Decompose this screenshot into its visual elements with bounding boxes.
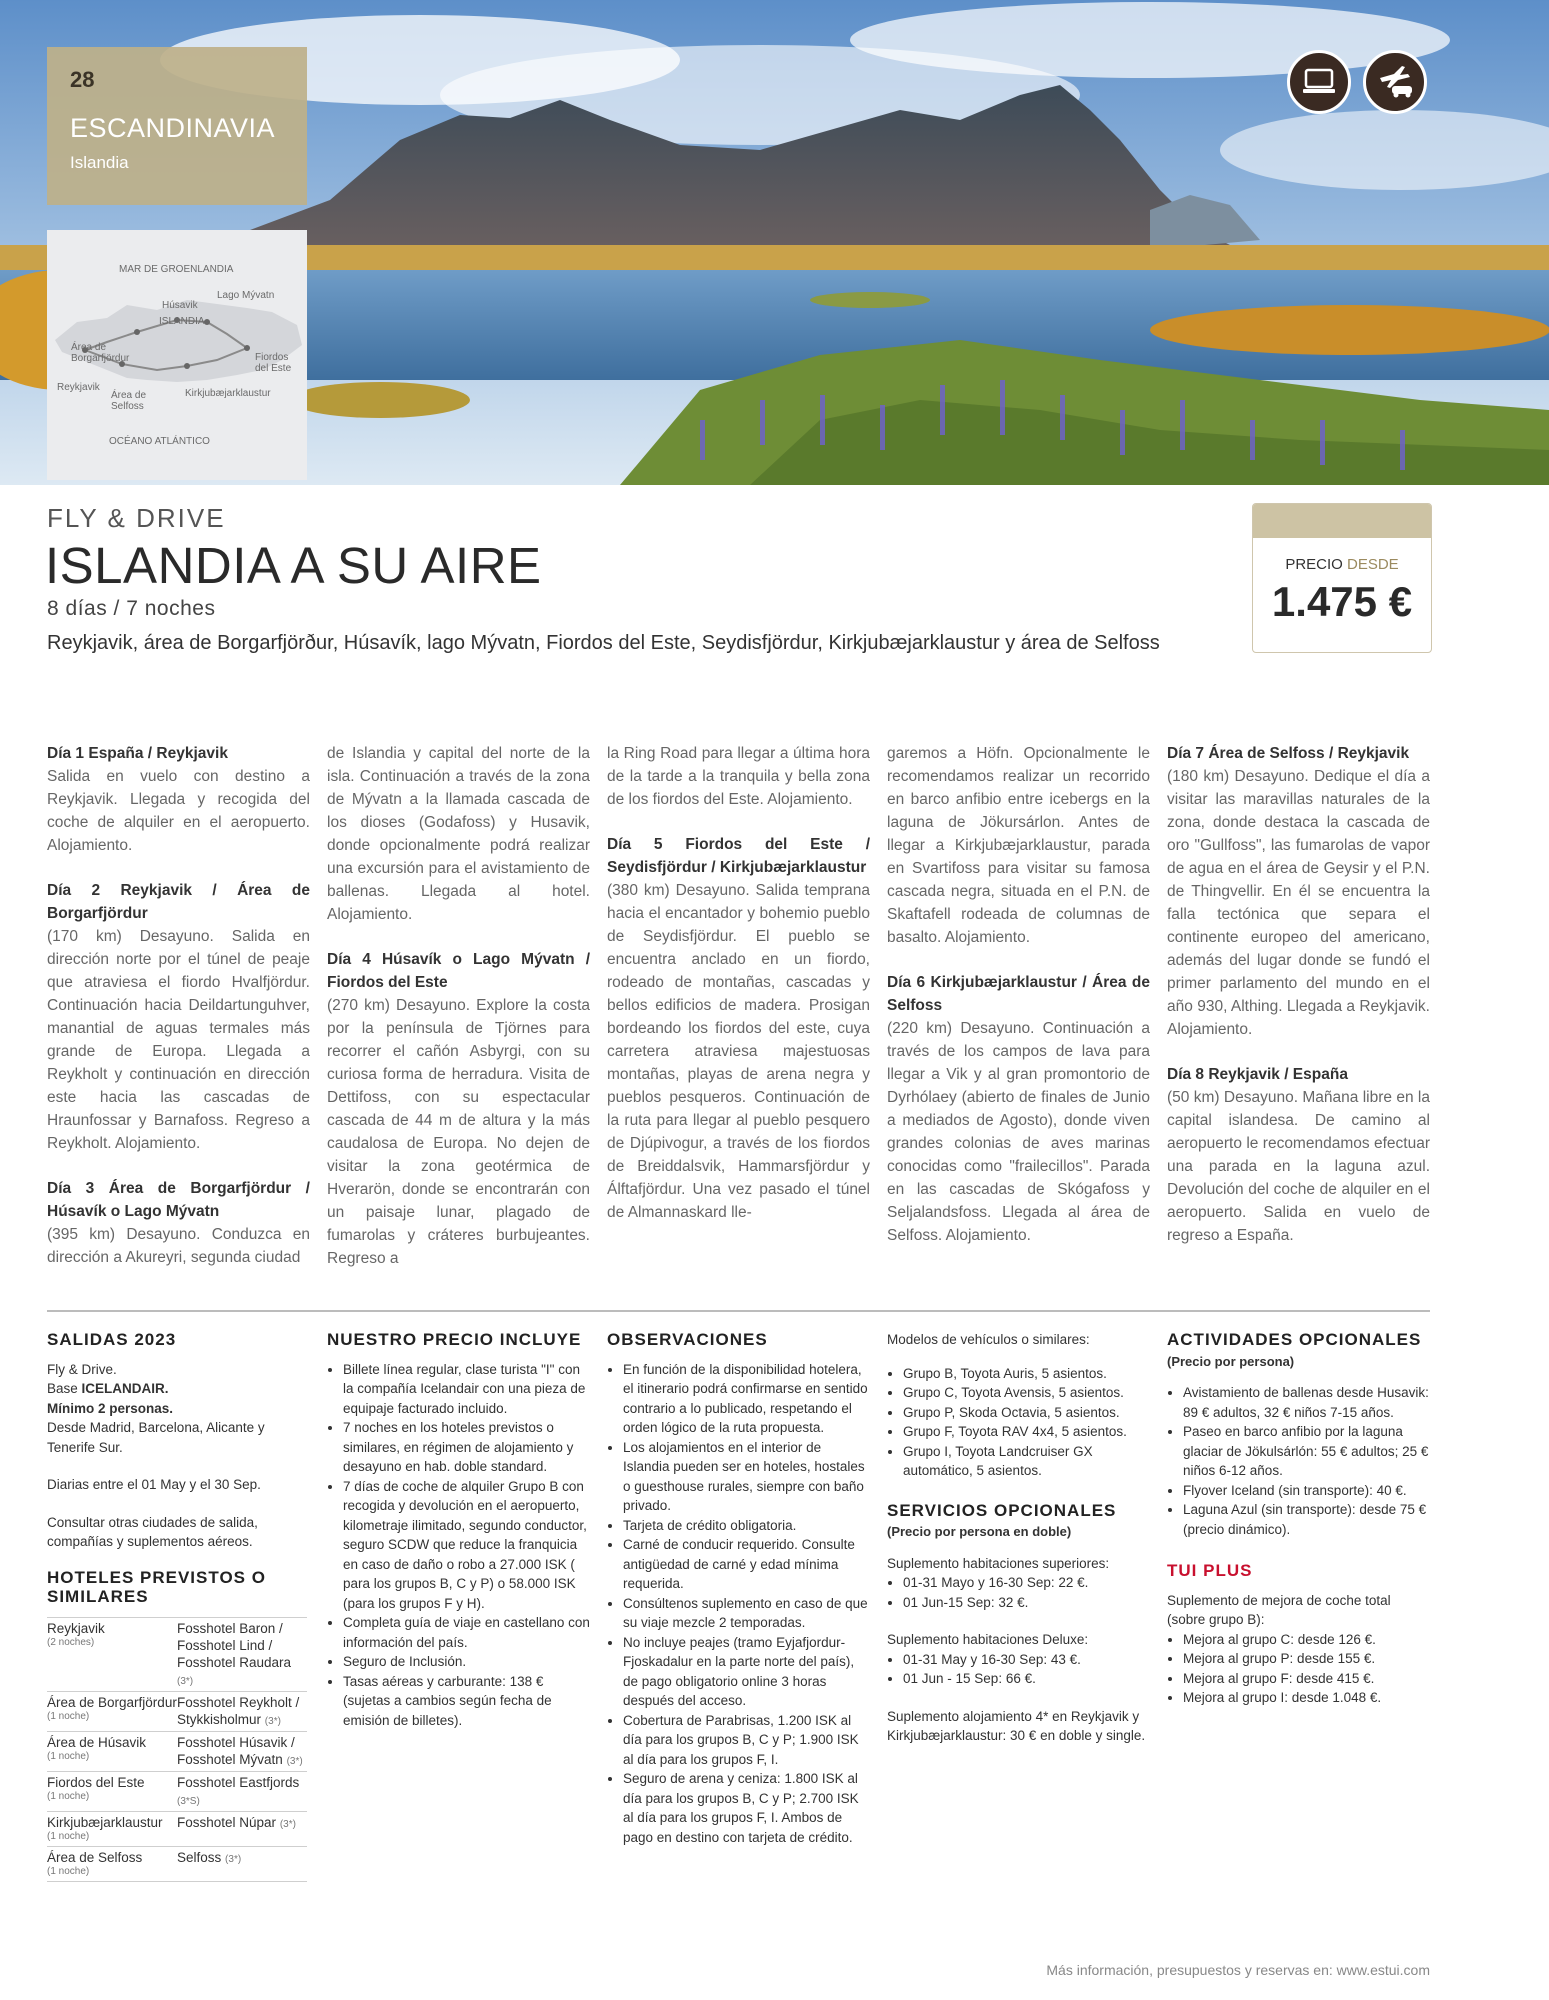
hotels-table: [47, 1617, 307, 1882]
itinerary-column-3: [607, 742, 870, 1246]
list-item: • Consúltenos suplemento en caso de que su viaje mezcle 2 temporadas.: [623, 1594, 870, 1633]
table-row: Área de Borgarfjördur (1 noche) Fosshotel Reykholt / Stykkisholmur (3*): [47, 1691, 307, 1731]
list-item: • 7 días de coche de alquiler Grupo B con recogida y devolución en el aeropuerto, kilometraje ilimitado, segundo conductor, seguro SCDW que reduce la franquicia en caso de daño o robo a 27.000 ISK ( para los grupos B, C y P) o 58.000 ISK (para los grupos F y H).: [343, 1477, 590, 1614]
list-item: • Grupo P, Skoda Octavia, 5 asientos.: [903, 1403, 1150, 1423]
list-item: • Grupo C, Toyota Avensis, 5 asientos.: [903, 1383, 1150, 1403]
computer-icon: [1287, 50, 1351, 114]
list-item: • Grupo B, Toyota Auris, 5 asientos.: [903, 1364, 1150, 1384]
list-item: • Tasas aéreas y carburante: 138 € (sujetas a cambios según fecha de emisión de billetes).: [343, 1672, 590, 1731]
itinerary-day: Día 7 Área de Selfoss / Reykjavik (180 km) Desayuno. Dedique el día a visitar las maravillas naturales de la zona, donde destaca la cascada de oro "Gullfoss", las fumarolas de vapor de agua en el área de Geysir y el P.N. de Thingvellir. En él se encuentra la falla tectónica que separa el continente europeo del americano, además del lugar donde se fundó el primer parlamento del mundo en el año 930, Althing. Llegada a Reykjavik. Alojamiento.: [1167, 745, 1430, 1038]
map-label: Reykjavik: [57, 382, 100, 393]
itinerary-day: Día 6 Kirkjubæjarklaustur / Área de Selfoss (220 km) Desayuno. Continuación a través de los campos de lava para llegar a Vik y al gran promontorio de Dyrhólaey (abierto de finales de Junio a mediados de Agosto), donde viven grandes colonias de aves marinas conocidas como "frailecillos". Parada en las cascadas de Skógafoss y Seljalandsfoss. Llegada al área de Selfoss. Alojamiento.: [887, 974, 1150, 1244]
map-label: Fiordos del Este: [255, 352, 292, 374]
list-item: • Paseo en barco anfibio por la laguna glaciar de Jökulsárlón: 55 € adultos; 25 € niños 6-12 años.: [1183, 1422, 1430, 1481]
trip-type: FLY & DRIVE: [47, 503, 226, 533]
list-item: • Seguro de arena y ceniza: 1.800 ISK al día para los grupos B, C y P; 2.700 ISK al día para los grupos F, I. Ambos de pago en destino con tarjeta de crédito.: [623, 1769, 870, 1847]
vehiculos-intro: Modelos de vehículos o similares:: [887, 1332, 1090, 1347]
list-item: • Carné de conducir requerido. Consulte antigüedad de carné y edad mínima requerida.: [623, 1535, 870, 1594]
list-item: • Billete línea regular, clase turista "I" con la compañía Icelandair con una pieza de equipaje facturado incluido.: [343, 1360, 590, 1419]
section-tag: [47, 47, 307, 205]
itinerary-day: Día 8 Reykjavik / España (50 km) Desayuno. Mañana libre en la capital islandesa. De camino al aeropuerto le recomendamos efectuar una parada en la laguna azul. Devolución del coche de alquiler en el aeropuerto. Salida en vuelo de regreso a España.: [1167, 1066, 1430, 1244]
hoteles-heading: HOTELES PREVISTOS O SIMILARES: [47, 1567, 266, 1606]
observaciones-section: [607, 1330, 870, 1847]
table-row: Fiordos del Este (1 noche) Fosshotel Eastfjords (3*S): [47, 1771, 307, 1811]
route-map: [47, 230, 307, 480]
list-item: • 01 Jun - 15 Sep: 66 €.: [903, 1669, 1150, 1689]
price-value: 1.475 €: [1271, 578, 1413, 625]
actividades-heading: ACTIVIDADES OPCIONALES: [1167, 1330, 1422, 1349]
list-item: • 7 noches en los hoteles previstos o similares, en régimen de alojamiento y desayuno en hab. doble standard.: [343, 1418, 590, 1477]
country-label: Islandia: [70, 153, 129, 172]
itinerary-column-4: [887, 742, 1150, 1269]
list-item: • Mejora al grupo C: desde 126 €.: [1183, 1630, 1430, 1650]
table-row: Área de Selfoss (1 noche) Selfoss (3*): [47, 1846, 307, 1881]
list-item: • Seguro de Inclusión.: [343, 1652, 590, 1672]
price-label: PRECIO DESDE: [1285, 556, 1399, 573]
itinerary-day: Día 5 Fiordos del Este / Seydisfjördur / Kirkjubæjarklaustur (380 km) Desayuno. Salida temprana hacia el encantador y bohemio pueblo de Seydisfjördur. El pueblo se encuentra anclado en un fiordo, rodeado de montañas, cascadas y bellos edificios de madera. Prosigan bordeando los fiordos del este, cuya carretera atraviesa majestuosas montañas, playas de arena negra y pueblos pesqueros. Continuación de la ruta para llegar al pueblo pesquero de Djúpivogur, a través de los fiordos de Breiddalsvik, Hammarsfjördur y Álftafjördur. Una vez pasado el túnel de Almannaskard lle-: [607, 836, 870, 1221]
servicios-heading: SERVICIOS OPCIONALES: [887, 1500, 1117, 1520]
salidas-section: SALIDAS 2023 Fly & Drive. Base ICELANDAIR. Mínimo 2 personas. Desde Madrid, Barcelona, Alicante y Tenerife Sur. Diarias entre el 01 May y el 30 Sep. Consultar otras ciudades de salida, compañías y suplementos aéreos. HOTELES PREVISTOS O SIMILARES Reykjavik (2 noches) Fosshotel Baron / Fosshotel Lind / Fosshotel Raudara (3*) Área de Borgarfjördur (1 noche) Fosshotel Reykholt / Stykkisholmur (3*) Área de Húsavik (1 noche) Fosshotel Húsavik / Fosshotel Mývatn (3*) Fiordos del Este (1 noche) Fosshotel Eastfjords (3*S) Kirkjubæjarklaustur (1 noche) Fosshotel Núpar (3*) Área de Selfoss (1 noche) Selfoss (3*): [47, 1330, 310, 1882]
map-label: OCÉANO ATLÁNTICO: [109, 436, 210, 447]
trip-duration: 8 días / 7 noches: [47, 597, 216, 620]
list-item: • 01 Jun-15 Sep: 32 €.: [903, 1593, 1150, 1613]
itinerary-day: la Ring Road para llegar a última hora de la tarde a la tranquila y bella zona de los fiordos del Este. Alojamiento.: [607, 745, 870, 808]
list-item: • Flyover Iceland (sin transporte): 40 €.: [1183, 1481, 1430, 1501]
map-label: MAR DE GROENLANDIA: [119, 264, 234, 275]
map-label: Lago Mývatn: [217, 290, 275, 301]
list-item: • En función de la disponibilidad hotelera, el itinerario podrá confirmarse en sentido contrario a lo publicado, respetando el orden lógico de la ruta propuesta.: [623, 1360, 870, 1438]
itinerary-day: Día 2 Reykjavik / Área de Borgarfjördur (170 km) Desayuno. Salida en dirección norte por el túnel de peaje que atraviesa el fiordo Hvalfjördur. Continuación hacia Deildartunguhver, manantial de aguas termales más grande de Europa. Llegada a Reykholt y continuación en dirección este hacia las cascadas de Hraunfossar y Barnafoss. Regreso a Reykholt. Alojamiento.: [47, 882, 310, 1152]
list-item: • Grupo F, Toyota RAV 4x4, 5 asientos.: [903, 1422, 1150, 1442]
region-label: ESCANDINAVIA: [70, 113, 276, 143]
itinerary-column-2: [327, 742, 590, 1292]
map-label: ISLANDIA: [159, 316, 205, 327]
tuiplus-list: [1167, 1630, 1430, 1708]
itinerary-day: Día 1 España / Reykjavik Salida en vuelo con destino a Reykjavik. Llegada y recogida del coche de alquiler en el aeropuerto. Alojamiento.: [47, 745, 310, 854]
list-item: • Mejora al grupo F: desde 415 €.: [1183, 1669, 1430, 1689]
actividades-section: ACTIVIDADES OPCIONALES (Precio por persona) • Avistamiento de ballenas desde Husavik: 89 € adultos, 32 € niños 7-15 años. • Paseo en barco anfibio por la laguna glaciar de Jökulsárlón: 55 € adultos; 25 € niños 6-12 años. • Flyover Iceland (sin transporte): 40 €. • Laguna Azul (sin transporte): desde 75 € (precio dinámico). TUI PLUS Suplemento de mejora de coche total (sobre grupo B): • Mejora al grupo C: desde 126 €. • Mejora al grupo P: desde 155 €. • Mejora al grupo F: desde 415 €. • Mejora al grupo I: desde 1.048 €.: [1167, 1330, 1430, 1708]
price-box: [1252, 503, 1432, 653]
footer-note: Más información, presupuestos y reservas en: www.estui.com: [1046, 1962, 1430, 1978]
table-row: Reykjavik (2 noches) Fosshotel Baron / Fosshotel Lind / Fosshotel Raudara (3*): [47, 1617, 307, 1691]
itinerary-column-1: [47, 742, 310, 1291]
list-item: • Completa guía de viaje en castellano con información del país.: [343, 1613, 590, 1652]
page-title: ISLANDIA A SU AIRE: [45, 537, 542, 594]
itinerary-column-5: [1167, 742, 1430, 1269]
itinerary-day: de Islandia y capital del norte de la isla. Continuación a través de la zona de Mývatn a la llamada cascada de los dioses (Godafoss) y Husavik, donde opcionalmente podrá realizar una excursión para el avistamiento de ballenas. Llegada al hotel. Alojamiento.: [327, 745, 590, 923]
list-item: • Tarjeta de crédito obligatoria.: [623, 1516, 870, 1536]
trip-route: Reykjavik, área de Borgarfjörður, Húsavík, lago Mývatn, Fiordos del Este, Seydisfjördur, Kirkjubæjarklaustur y área de Selfoss: [47, 632, 1160, 654]
itinerary-day: Día 3 Área de Borgarfjördur / Húsavík o Lago Mývatn (395 km) Desayuno. Conduzca en dirección a Akureyri, segunda ciudad: [47, 1180, 310, 1266]
table-row: Área de Húsavik (1 noche) Fosshotel Húsavik / Fosshotel Mývatn (3*): [47, 1731, 307, 1771]
incluye-heading: NUESTRO PRECIO INCLUYE: [327, 1330, 582, 1349]
table-row: Kirkjubæjarklaustur (1 noche) Fosshotel Núpar (3*): [47, 1811, 307, 1846]
actividades-subheading: (Precio por persona): [1167, 1353, 1295, 1369]
observaciones-heading: OBSERVACIONES: [607, 1330, 768, 1349]
list-item: • Grupo I, Toyota Landcruiser GX automático, 5 asientos.: [903, 1442, 1150, 1481]
list-item: • No incluye peajes (tramo Eyjafjordur-Fjoskadalur en la parte norte del país), de pago obligatorio online 3 horas después del acceso.: [623, 1633, 870, 1711]
list-item: • Mejora al grupo I: desde 1.048 €.: [1183, 1688, 1430, 1708]
list-item: • Cobertura de Parabrisas, 1.200 ISK al día para los grupos B, C y P; 1.900 ISK al día para los grupos F, I.: [623, 1711, 870, 1770]
salidas-heading: SALIDAS 2023: [47, 1330, 177, 1349]
map-label: Área de Borgarfjördur: [71, 342, 130, 364]
map-label: Kirkjubæjarklaustur: [185, 388, 271, 399]
list-item: • Avistamiento de ballenas desde Husavik: 89 € adultos, 32 € niños 7-15 años.: [1183, 1383, 1430, 1422]
observaciones-list: [607, 1360, 870, 1848]
list-item: • Mejora al grupo P: desde 155 €.: [1183, 1649, 1430, 1669]
map-label: Área de Selfoss: [111, 390, 147, 412]
servicios-subheading: (Precio por persona en doble): [887, 1524, 1072, 1539]
fly-drive-icon: [1363, 50, 1427, 114]
list-item: • Los alojamientos en el interior de Islandia pueden ser en hoteles, hostales o guesthouse rurales, siempre con baño privado.: [623, 1438, 870, 1516]
vehiculos-list: [887, 1364, 1150, 1481]
page-number: 28: [70, 67, 95, 92]
list-item: • 01-31 May y 16-30 Sep: 43 €.: [903, 1650, 1150, 1670]
incluye-section: [327, 1330, 590, 1730]
vehiculos-servicios-section: Modelos de vehículos o similares: • Grupo B, Toyota Auris, 5 asientos. • Grupo C, Toyota Avensis, 5 asientos. • Grupo P, Skoda Octavia, 5 asientos. • Grupo F, Toyota RAV 4x4, 5 asientos. • Grupo I, Toyota Landcruiser GX automático, 5 asientos. SERVICIOS OPCIONALES (Precio por persona en doble) Suplemento habitaciones superiores: • 01-31 Mayo y 16-30 Sep: 22 €. • 01 Jun-15 Sep: 32 €. Suplemento habitaciones Deluxe: • 01-31 May y 16-30 Sep: 43 €. • 01 Jun - 15 Sep: 66 €. Suplemento alojamiento 4* en Reykjavik y Kirkjubæjarklaustur: 30 € en doble y single.: [887, 1330, 1150, 1764]
actividades-list: [1167, 1383, 1430, 1539]
map-label: Húsavik: [162, 300, 198, 311]
feature-icons: [1287, 50, 1427, 114]
tuiplus-heading: TUI PLUS: [1167, 1561, 1253, 1580]
list-item: • Laguna Azul (sin transporte): desde 75 € (precio dinámico).: [1183, 1500, 1430, 1539]
itinerary-day: garemos a Höfn. Opcionalmente le recomendamos realizar un recorrido en barco anfibio entre icebergs en la laguna de Jökursárlon. Antes de llegar a Kirkjubæjarklaustur, parada en Svartifoss para visitar su famosa cascada negra, situada en el P.N. de Skaftafell rodeada de columnas de basalto. Alojamiento.: [887, 745, 1150, 946]
website-link[interactable]: www.estui.com: [1336, 1962, 1430, 1978]
itinerary-day: Día 4 Húsavík o Lago Mývatn / Fiordos del Este (270 km) Desayuno. Explore la costa por la península de Tjörnes para recorrer el cañón Asbyrgi, con su curiosa forma de herradura. Visita de Dettifoss, con su espectacular cascada de 44 m de altura y la más caudalosa de Europa. No dejen de visitar la zona geotérmica de Hverarön, donde se encontrarán con un paisaje lunar, plagado de fumarolas y cráteres burbujeantes. Regreso a: [327, 951, 590, 1267]
incluye-list: [327, 1360, 590, 1731]
list-item: • 01-31 Mayo y 16-30 Sep: 22 €.: [903, 1573, 1150, 1593]
section-divider: [47, 1310, 1430, 1312]
